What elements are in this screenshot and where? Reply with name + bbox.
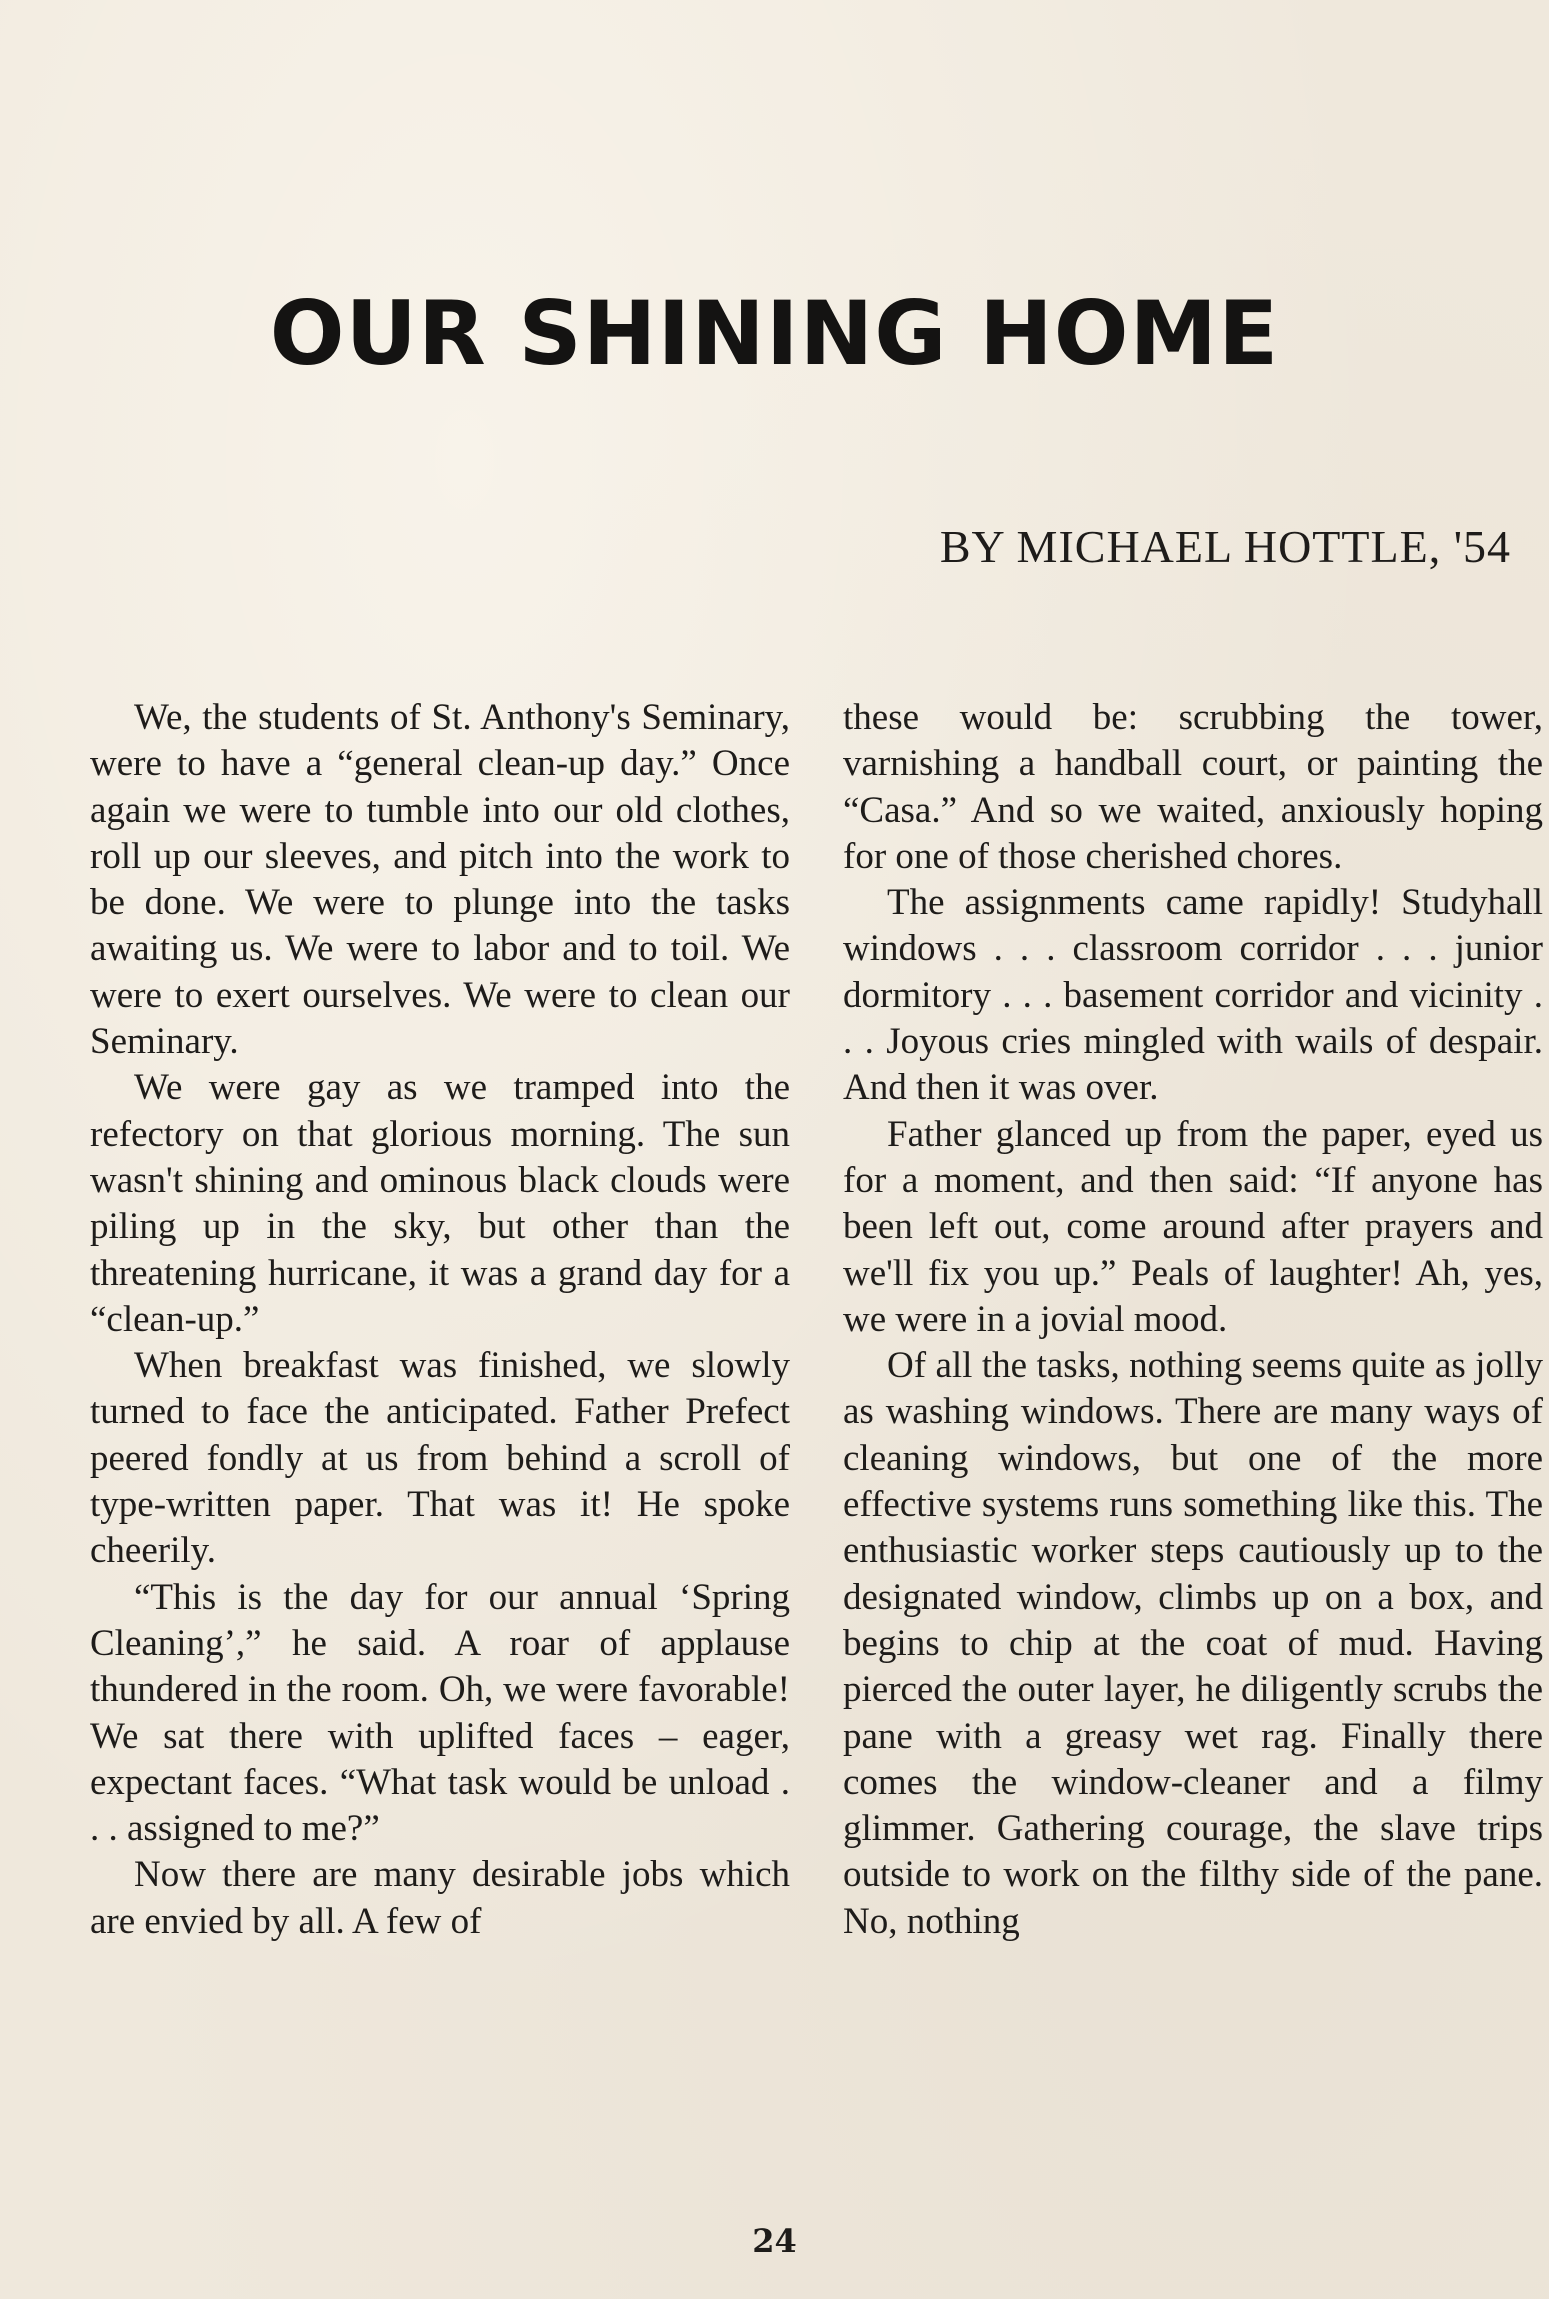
right-column bbox=[843, 695, 1543, 1945]
page-number: 24 bbox=[752, 2222, 797, 2260]
left-paragraph-1: We, the students of St. Anthony's Seminary, were to have a “general clean-up day.” Once again we were to tumble into our old clothes, roll up our sleeves, and pitch into the work to be done. We were to plunge into the tasks awaiting us. We were to labor and to toil. We were to exert ourselves. We were to clean our Seminary. bbox=[90, 697, 790, 1063]
right-paragraph-3: Father glanced up from the paper, eyed us for a moment, and then said: “If anyone has been left out, come around after prayers and we'll fix you up.” Peals of laughter! Ah, yes, we were in a jovial mood. bbox=[843, 1113, 1543, 1340]
article-title: OUR SHINING HOME bbox=[269, 282, 1280, 385]
left-paragraph-3: When breakfast was finished, we slowly turned to face the anticipated. Father Prefect peered fondly at us from behind a scroll of type-written paper. That was it! He spoke cheerily. bbox=[90, 1345, 790, 1572]
right-paragraph-2: The assignments came rapidly! Studyhall windows . . . classroom corridor . . . junior dormitory . . . basement corridor and vicinity . . . Joyous cries mingled with wails of despair. And then it was over. bbox=[843, 882, 1543, 1109]
left-paragraph-2: We were gay as we tramped into the refectory on that glorious morning. The sun wasn't shining and ominous black clouds were piling up in the sky, but other than the threatening hurricane, it was a grand day for a “clean-up.” bbox=[90, 1067, 790, 1340]
left-paragraph-5: Now there are many desirable jobs which are envied by all. A few of bbox=[90, 1854, 790, 1942]
article-byline: BY MICHAEL HOTTLE, '54 bbox=[939, 521, 1511, 572]
right-paragraph-4: Of all the tasks, nothing seems quite as jolly as washing windows. There are many ways of cleaning windows, but one of the more effective systems runs something like this. The enthusiastic worker steps cautiously up to the designated window, climbs up on a box, and begins to chip at the coat of mud. Having pierced the outer layer, he diligently scrubs the pane with a greasy wet rag. Finally there comes the window-cleaner and a filmy glimmer. Gathering courage, the slave trips outside to work on the filthy side of the pane. No, nothing bbox=[843, 1345, 1543, 1942]
left-paragraph-4: “This is the day for our annual ‘Spring Cleaning’,” he said. A roar of applause thundered in the room. Oh, we were favorable! We sat there with uplifted faces – eager, expectant faces. “What task would be unload . . . assigned to me?” bbox=[90, 1576, 790, 1850]
left-column bbox=[90, 695, 790, 1945]
right-paragraph-1: these would be: scrubbing the tower, varnishing a handball court, or painting the “Casa.” And so we waited, anxiously hoping for one of those cherished chores. bbox=[843, 697, 1543, 877]
